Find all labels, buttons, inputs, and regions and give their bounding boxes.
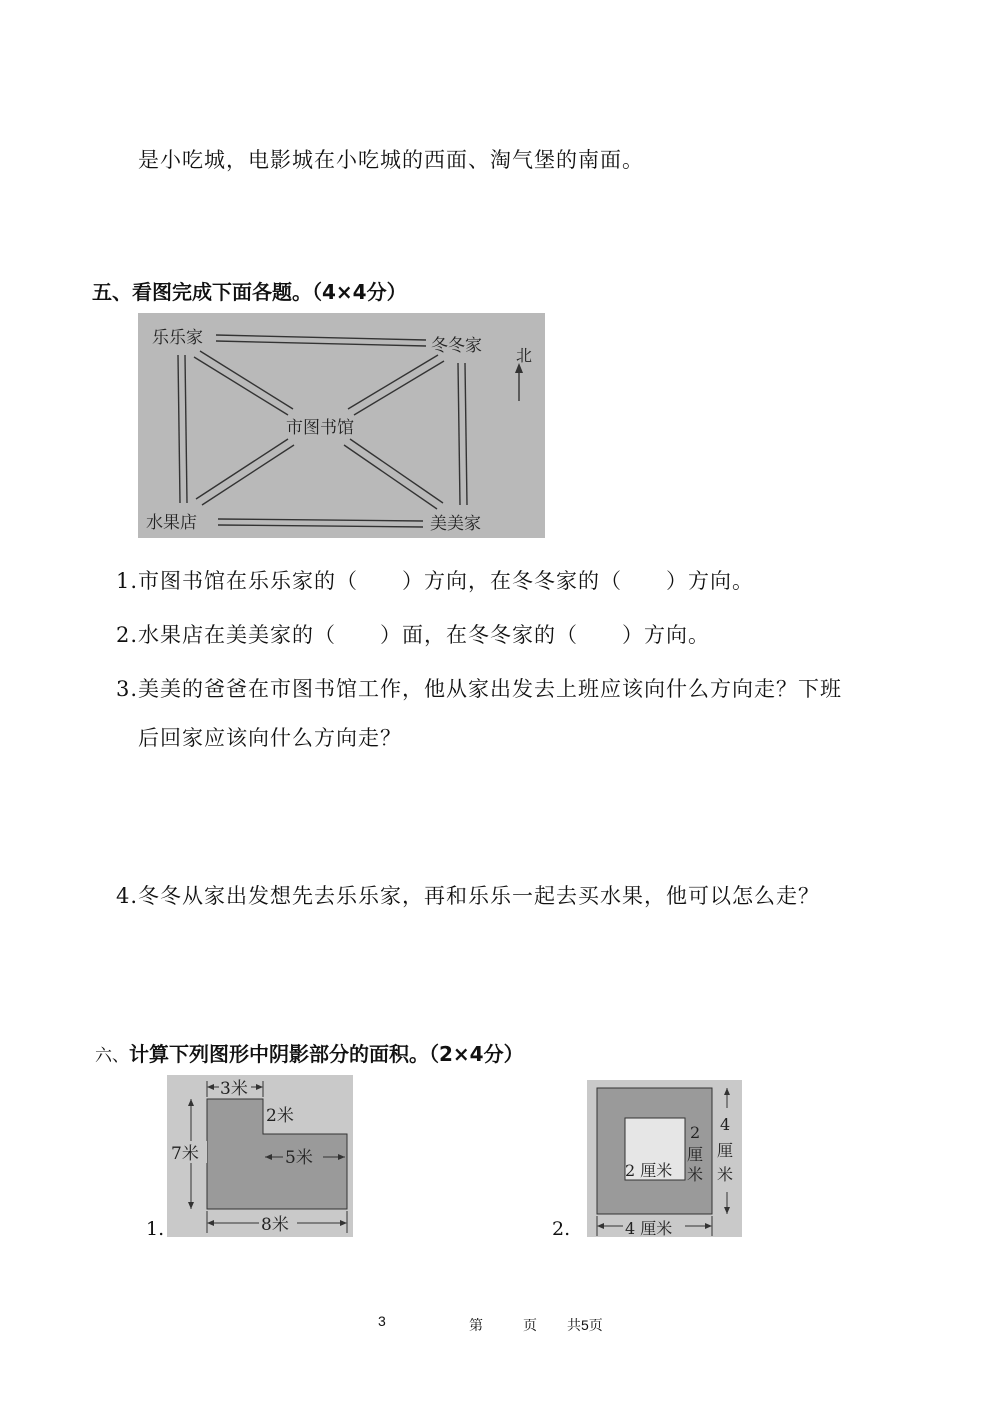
fig1-right-dim: 5米 [285,1148,313,1168]
north-label: 北 [516,346,533,365]
fruit-shop-label: 水果店 [146,513,197,533]
question-5-4: 4.冬冬从家出发想先去乐乐家，再和乐乐一起去买水果，他可以怎么走？ [116,884,821,908]
section5-heading: 五、看图完成下面各题。（4×4分） [92,280,407,304]
direction-map [138,313,545,538]
square-diagram [587,1080,742,1237]
l-shape-figure [167,1075,353,1237]
section6-heading [95,1038,524,1067]
fig1-step-dim: 2米 [266,1106,294,1126]
fig2-inner-dim: 2 厘米 [625,1161,673,1180]
question-5-1: 1.市图书馆在乐乐家的（ ）方向，在冬冬家的（ ）方向。 [116,569,755,593]
dongdong-home-label: 冬冬家 [431,336,482,356]
fig2-inner-side-unit1: 厘 [687,1145,704,1164]
fig1-bottom-dim: 8米 [261,1215,289,1235]
section6-number: 六、 [95,1046,129,1066]
fig2-inner-side-unit2: 米 [687,1165,704,1184]
l-shape-diagram [167,1075,353,1237]
fig2-outer-side-unit2: 米 [717,1165,734,1184]
library-label: 市图书馆 [286,418,354,438]
question-5-3-line1: 3.美美的爸爸在市图书馆工作，他从家出发去上班应该向什么方向走？下班 [116,677,843,701]
fig1-top-dim: 3米 [220,1079,248,1099]
footer-total: 共5页 [567,1317,603,1333]
footer-di: 第 [469,1317,483,1333]
fig2-bottom-dim: 4 厘米 [625,1219,673,1237]
fig2-inner-side-num: 2 [690,1123,701,1142]
intro-line: 是小吃城，电影城在小吃城的西面、淘气堡的南面。 [138,148,644,172]
fig2-outer-side-unit1: 厘 [717,1141,734,1160]
question-5-2: 2.水果店在美美家的（ ）面，在冬冬家的（ ）方向。 [116,623,711,647]
question-5-3-line2: 后回家应该向什么方向走？ [138,726,402,750]
section6-title: 计算下列图形中阴影部分的面积。（2×4分） [129,1042,524,1066]
lele-home-label: 乐乐家 [152,328,203,348]
footer-ye: 页 [523,1317,537,1333]
figure1-label: 1. [146,1218,165,1240]
figure2-label: 2. [552,1218,571,1240]
square-figure [587,1080,742,1237]
direction-map-figure [138,313,545,538]
meimei-home-label: 美美家 [430,514,481,534]
fig2-outer-side-num: 4 [720,1115,731,1134]
footer-page-number: 3 [378,1313,386,1329]
fig1-left-dim: 7米 [171,1144,199,1164]
